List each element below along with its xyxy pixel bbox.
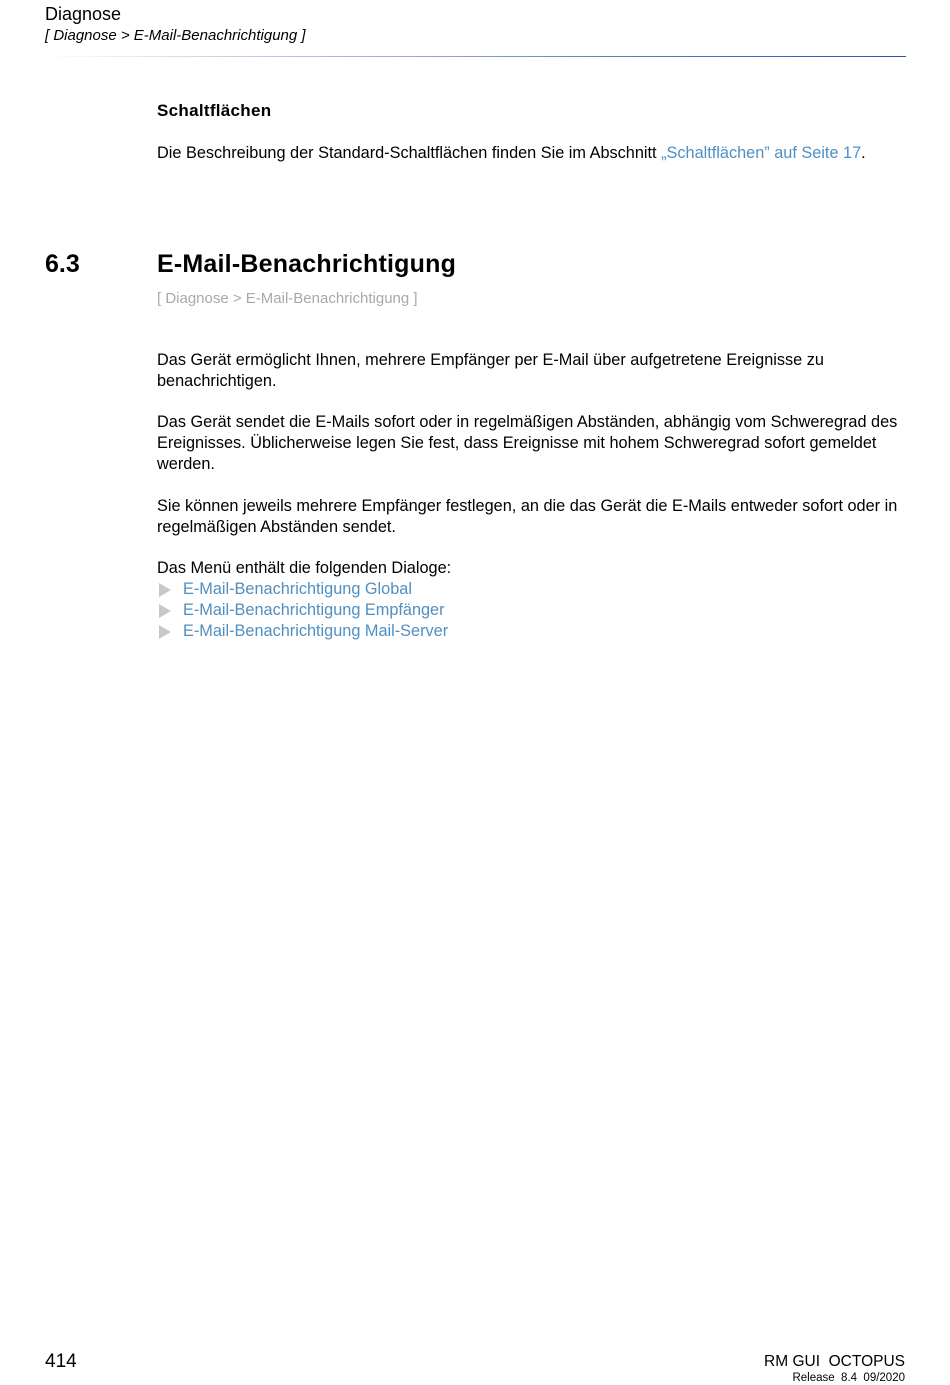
header-chapter-title: Diagnose <box>45 4 122 24</box>
dialog-link-list <box>157 579 448 642</box>
section-number: 6.3 <box>45 250 80 278</box>
footer-release <box>792 1372 905 1384</box>
paragraph-recipients: Sie können jeweils mehrere Empfänger festlegen, an die das Gerät die E-Mails entweder sofort oder in regelmäßigen Abständen sendet. <box>157 497 898 536</box>
buttons-page-link[interactable]: „Schaltflächen” auf Seite 17 <box>661 144 862 162</box>
link-global-dialog[interactable]: E-Mail-Benachrichtigung Global <box>183 580 412 598</box>
paragraph-sending: Das Gerät sendet die E-Mails sofort oder in regelmäßigen Abständen, abhängig vom Schweregrad des Ereignisses. Üblicherweise legen Sie fest, dass Ereignisse mit hohem Schweregrad sofort gemeldet werden. <box>157 413 898 473</box>
triangle-right-icon <box>159 583 171 597</box>
footer-release-text: Release 8.4 09/2020 <box>792 1372 905 1384</box>
section-breadcrumb: [ Diagnose > E-Mail-Benachrichtigung ] <box>157 290 418 307</box>
link-recipients-dialog[interactable]: E-Mail-Benachrichtigung Empfänger <box>183 601 445 619</box>
list-item <box>157 579 448 600</box>
page-number: 414 <box>45 1351 77 1372</box>
header-breadcrumb: [ Diagnose > E-Mail-Benachrichtigung ] <box>45 27 306 44</box>
section-title: E-Mail-Benachrichtigung <box>157 250 457 278</box>
triangle-right-icon <box>159 625 171 639</box>
footer-product-name <box>764 1353 905 1371</box>
buttons-heading: Schaltflächen <box>157 101 272 120</box>
paragraph-intro: Das Gerät ermöglicht Ihnen, mehrere Empfänger per E-Mail über aufgetretene Ereignisse zu benachrichtigen. <box>157 351 824 390</box>
footer-product-text: RM GUI OCTOPUS <box>764 1353 905 1370</box>
paragraph-menu-intro: Das Menü enthält die folgenden Dialoge: <box>157 559 452 577</box>
triangle-right-icon <box>159 604 171 618</box>
buttons-description-end: . <box>861 144 866 162</box>
link-mail-server-dialog[interactable]: E-Mail-Benachrichtigung Mail-Server <box>183 622 449 640</box>
buttons-description-text: Die Beschreibung der Standard-Schaltflächen finden Sie im Abschnitt <box>157 144 662 162</box>
list-item <box>157 621 448 642</box>
buttons-description <box>157 143 909 164</box>
list-item <box>157 600 448 621</box>
header-divider <box>45 56 906 57</box>
